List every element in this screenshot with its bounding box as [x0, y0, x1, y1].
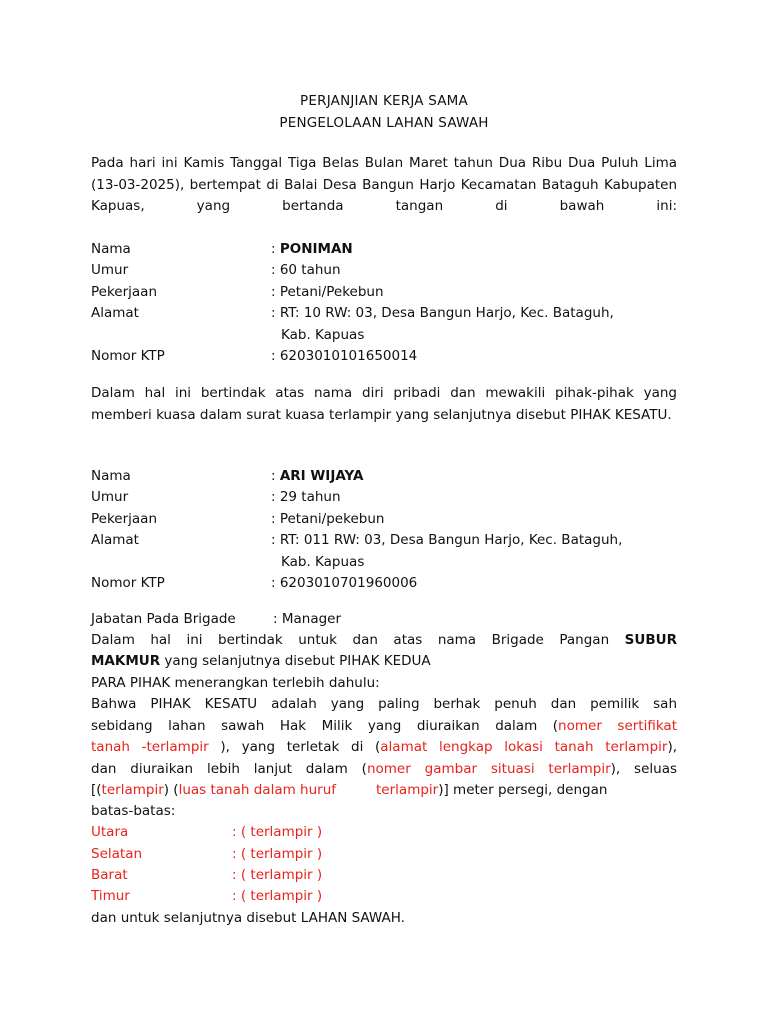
placeholder-area-words-attached: terlampir — [376, 782, 439, 798]
border-row-north — [91, 822, 691, 843]
party1-age-row — [91, 260, 691, 281]
border-label: Timur — [91, 888, 130, 904]
para-pihak-line: PARA PIHAK menerangkan terlebih dahulu: — [91, 675, 380, 691]
party2-name-value: ARI WIJAYA — [279, 468, 364, 484]
party1-name-label: Nama — [91, 241, 131, 257]
brigade-name-part2: MAKMUR — [91, 653, 161, 669]
placeholder-area-words: luas tanah dalam huruf — [178, 782, 337, 798]
placeholder-land-address: alamat lengkap lokasi tanah terlampir — [380, 739, 668, 755]
party1-job-value: : Petani/Pekebun — [271, 284, 384, 300]
jabatan-value: : Manager — [273, 611, 342, 627]
party1-address-value-cont: Kab. Kapuas — [281, 327, 365, 343]
border-value: : ( terlampir ) — [232, 867, 323, 883]
party2-address-label: Alamat — [91, 532, 139, 548]
party2-ktp-row — [91, 573, 691, 594]
border-row-south — [91, 844, 691, 865]
placeholder-area-number: terlampir — [101, 782, 164, 798]
doc-title-line2: PENGELOLAAN LAHAN SAWAH — [279, 115, 489, 131]
land-line4: dan diuraikan lebih lanjut dalam (nomer gambar situasi terlampir), seluas — [91, 761, 677, 777]
party1-age-label: Umur — [91, 262, 129, 278]
party1-age-value: : 60 tahun — [271, 262, 341, 278]
land-line1: Bahwa PIHAK KESATU adalah yang paling berhak penuh dan pemilik sah — [91, 696, 677, 712]
jabatan-label: Jabatan Pada Brigade — [91, 611, 236, 627]
party1-name-row: Nama : PONIMAN — [91, 239, 691, 260]
border-label: Utara — [91, 824, 129, 840]
border-value: : ( terlampir ) — [232, 888, 323, 904]
party2-address-value: : RT: 011 RW: 03, Desa Bangun Harjo, Kec. Bataguh, — [271, 532, 623, 548]
land-line3: tanah -terlampir ), yang terletak di (alamat lengkap lokasi tanah terlampir), — [91, 739, 678, 755]
party1-name-value: PONIMAN — [279, 241, 353, 257]
border-label: Barat — [91, 867, 128, 883]
opening-paragraph: Pada hari ini Kamis Tanggal Tiga Belas Bulan Maret tahun Dua Ribu Dua Puluh Lima (13-03-2025), bertempat di Balai Desa Bangun Harjo Kecamatan Bataguh Kabupaten Kapuas, yang bertanda tangan di bawah ini: — [91, 155, 677, 214]
brigade-name-part1: SUBUR — [624, 632, 677, 648]
party1-address-cont-row — [91, 325, 691, 346]
land-line6: batas-batas: — [91, 803, 176, 819]
party2-address-row — [91, 530, 691, 551]
party1-ktp-row — [91, 346, 691, 367]
party2-ktp-label: Nomor KTP — [91, 575, 165, 591]
party1-job-row — [91, 282, 691, 303]
border-value: : ( terlampir ) — [232, 846, 323, 862]
party2-statement-line1: Dalam hal ini bertindak untuk dan atas nama Brigade Pangan SUBUR — [91, 632, 677, 648]
party2-name-row: Nama : ARI WIJAYA — [91, 466, 691, 487]
border-label: Selatan — [91, 846, 143, 862]
party2-statement-line2: MAKMUR yang selanjutnya disebut PIHAK KEDUA — [91, 653, 431, 669]
party2-job-row — [91, 509, 691, 530]
party2-ktp-value: : 6203010701960006 — [271, 575, 418, 591]
party1-ktp-value: : 6203010101650014 — [271, 348, 418, 364]
party2-age-label: Umur — [91, 489, 129, 505]
border-value: : ( terlampir ) — [232, 824, 323, 840]
party2-age-row — [91, 487, 691, 508]
doc-title-line1: PERJANJIAN KERJA SAMA — [300, 93, 468, 109]
border-row-east — [91, 886, 691, 907]
party2-address-cont-row — [91, 552, 691, 573]
placeholder-certificate-attached: tanah -terlampir — [91, 739, 209, 755]
party2-address-value-cont: Kab. Kapuas — [281, 554, 365, 570]
border-row-west — [91, 865, 691, 886]
land-line5: [(terlampir) (luas tanah dalam huruf terlampir)] meter persegi, dengan — [91, 782, 608, 798]
closing-line: dan untuk selanjutnya disebut LAHAN SAWAH. — [91, 910, 405, 926]
party2-job-value: : Petani/pekebun — [271, 511, 385, 527]
party1-address-value: : RT: 10 RW: 03, Desa Bangun Harjo, Kec. Bataguh, — [271, 305, 614, 321]
land-line2: sebidang lahan sawah Hak Milik yang diuraikan dalam (nomer sertifikat — [91, 718, 677, 734]
party2-age-value: : 29 tahun — [271, 489, 341, 505]
placeholder-certificate-number: nomer sertifikat — [558, 718, 677, 734]
party1-address-label: Alamat — [91, 305, 139, 321]
party1-address-row — [91, 303, 691, 324]
party1-job-label: Pekerjaan — [91, 284, 158, 300]
placeholder-situation-drawing: nomer gambar situasi terlampir — [366, 761, 611, 777]
party2-name-label: Nama — [91, 468, 131, 484]
party1-statement: Dalam hal ini bertindak atas nama diri pribadi dan mewakili pihak-pihak yang memberi kuasa dalam surat kuasa terlampir yang selanjutnya disebut PIHAK KESATU. — [91, 385, 677, 423]
party2-job-label: Pekerjaan — [91, 511, 158, 527]
party1-ktp-label: Nomor KTP — [91, 348, 165, 364]
jabatan-row — [91, 609, 691, 630]
